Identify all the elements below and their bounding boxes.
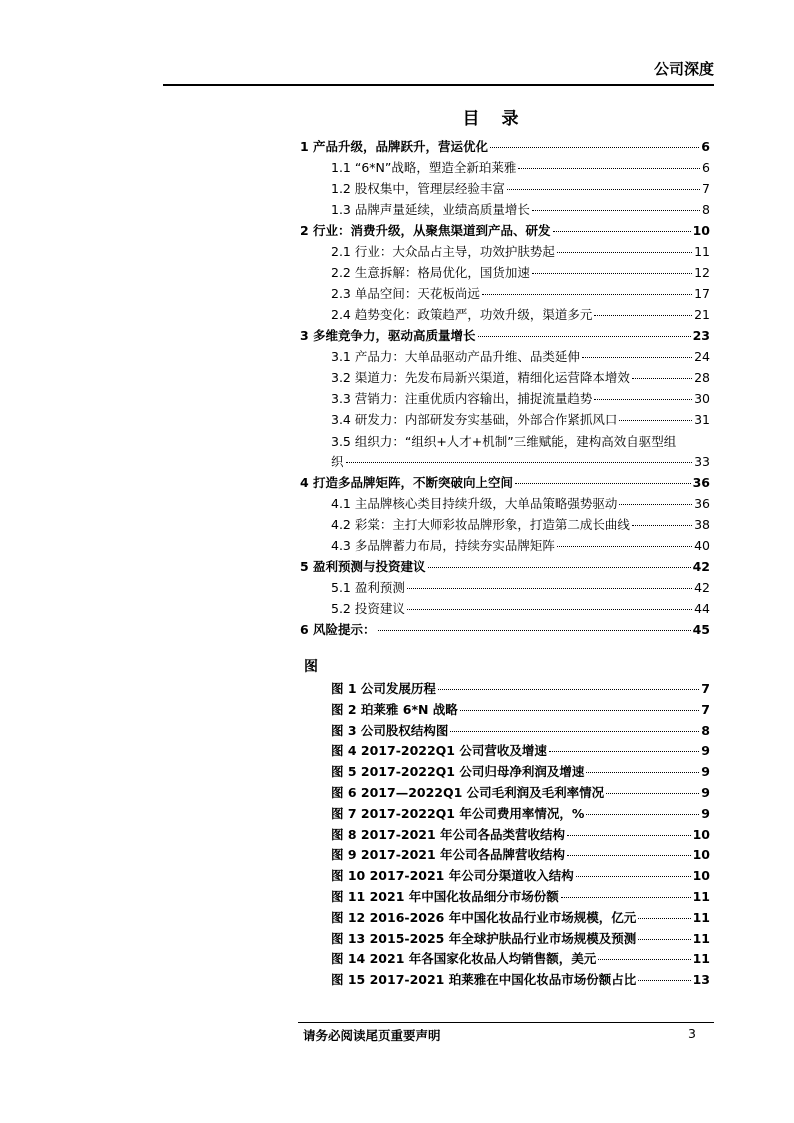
figure-entry-page: 9 [701, 764, 710, 780]
figure-entry[interactable] [331, 970, 710, 991]
figure-entry-title: 图 13 2015-2025 年全球护肤品行业市场规模及预测 [331, 930, 637, 946]
toc-entry[interactable] [300, 368, 710, 389]
toc-entry-page: 11 [694, 244, 710, 259]
figure-entry-title: 图 6 2017—2022Q1 公司毛利润及毛利率情况 [331, 784, 605, 800]
toc-entry-page: 42 [694, 580, 710, 595]
figure-entry-page: 9 [701, 784, 710, 800]
dot-leader [632, 525, 692, 526]
toc-entry-title: 2 行业：消费升级，从聚焦渠道到产品、研发 [300, 223, 551, 238]
toc-entry[interactable] [300, 515, 710, 536]
dot-leader [594, 315, 692, 316]
dot-leader [576, 876, 691, 877]
figure-list [331, 679, 710, 991]
figure-entry-title: 图 11 2021 年中国化妆品细分市场份额 [331, 888, 559, 904]
header-divider [163, 84, 714, 86]
figure-entry-title: 图 2 珀莱雅 6*N 战略 [331, 701, 458, 717]
figure-entry-title: 图 4 2017-2022Q1 公司营收及增速 [331, 743, 547, 759]
toc-entry-page: 38 [694, 517, 710, 532]
toc-entry-title: 5.1 盈利预测 [331, 580, 405, 595]
toc-entry-continuation[interactable] [331, 452, 710, 473]
figure-entry-title: 图 3 公司股权结构图 [331, 722, 449, 738]
dot-leader [478, 336, 691, 337]
toc-entry-page: 40 [694, 538, 710, 553]
figure-entry[interactable] [331, 762, 710, 783]
figure-entry[interactable] [331, 721, 710, 742]
dot-leader [450, 731, 699, 732]
dot-leader [561, 897, 691, 898]
toc-entry[interactable] [300, 599, 710, 620]
toc-entry-title: 1.2 股权集中，管理层经验丰富 [331, 181, 505, 196]
toc-entry-title: 2.4 趋势变化：政策趋严，功效升级，渠道多元 [331, 307, 593, 322]
toc-entry-page: 28 [694, 370, 710, 385]
toc-entry[interactable] [300, 284, 710, 305]
dot-leader [598, 959, 690, 960]
dot-leader [407, 588, 692, 589]
dot-leader [638, 918, 690, 919]
figure-entry-page: 10 [692, 868, 710, 884]
toc-entry[interactable] [300, 347, 710, 368]
figure-entry-title: 图 12 2016-2026 年中国化妆品行业市场规模，亿元 [331, 909, 637, 925]
toc-entry-page: 17 [694, 286, 710, 301]
figure-entry[interactable] [331, 679, 710, 700]
toc-entry-page: 21 [694, 307, 710, 322]
toc-entry[interactable] [300, 242, 710, 263]
figure-entry-page: 11 [692, 909, 710, 925]
toc-entry-title: 5 盈利预测与投资建议 [300, 559, 426, 574]
toc-entry-title: 1.1 “6*N”战略，塑造全新珀莱雅 [331, 160, 517, 175]
dot-leader [532, 210, 700, 211]
dot-leader [557, 252, 692, 253]
toc-entry-page: 8 [702, 202, 710, 217]
figure-entry-page: 13 [692, 972, 710, 988]
figure-list-heading: 图 [304, 659, 318, 675]
dot-leader [586, 814, 699, 815]
figure-entry-title: 图 14 2021 年各国家化妆品人均销售额，美元 [331, 951, 597, 967]
toc-entry[interactable] [300, 389, 710, 410]
toc-entry[interactable] [300, 200, 710, 221]
toc-entry-title: 3.1 产品力：大单品驱动产品升维、品类延伸 [331, 349, 580, 364]
toc-entry-continuation-page: 33 [694, 454, 710, 469]
toc-entry-title: 4.3 多品牌蓄力布局，持续夯实品牌矩阵 [331, 538, 555, 553]
figure-entry[interactable] [331, 804, 710, 825]
footer-divider [298, 1022, 714, 1023]
dot-leader [594, 399, 692, 400]
figure-entry[interactable] [331, 887, 710, 908]
toc-entry-page: 6 [701, 139, 710, 154]
figure-entry-title: 图 5 2017-2022Q1 公司归母净利润及增速 [331, 764, 585, 780]
document-category-label: 公司深度 [653, 60, 714, 78]
toc-entry-page: 23 [692, 328, 710, 343]
figure-entry-title: 图 8 2017-2021 年公司各品类营收结构 [331, 826, 566, 842]
figure-entry[interactable] [331, 700, 710, 721]
dot-leader [553, 231, 691, 232]
toc-entry-title: 2.2 生意拆解：格局优化，国货加速 [331, 265, 530, 280]
figure-entry[interactable] [331, 783, 710, 804]
dot-leader [549, 751, 699, 752]
dot-leader [619, 420, 692, 421]
figure-entry-page: 7 [701, 681, 710, 696]
dot-leader [638, 980, 690, 981]
figure-entry[interactable] [331, 845, 710, 866]
dot-leader [638, 939, 690, 940]
dot-leader [490, 147, 699, 148]
toc-entry[interactable] [300, 158, 710, 179]
dot-leader [619, 504, 692, 505]
figure-entry-title: 图 15 2017-2021 珀莱雅在中国化妆品市场份额占比 [331, 972, 637, 988]
toc-entry-title: 5.2 投资建议 [331, 601, 405, 616]
dot-leader [438, 689, 699, 690]
figure-entry[interactable] [331, 866, 710, 887]
dot-leader [460, 710, 699, 711]
toc-title: 目 录 [462, 109, 527, 129]
toc-entry-title: 3.4 研发力：内部研发夯实基础，外部合作紧抓风口 [331, 412, 618, 427]
figure-entry[interactable] [331, 929, 710, 950]
toc-entry-page: 31 [694, 412, 710, 427]
figure-entry-title: 图 9 2017-2021 年公司各品牌营收结构 [331, 847, 566, 863]
figure-entry-page: 10 [692, 847, 710, 863]
toc-entry[interactable] [300, 578, 710, 599]
figure-entry-page: 11 [692, 930, 710, 946]
toc-entry-page: 6 [702, 160, 710, 175]
dot-leader [532, 273, 692, 274]
toc-entry[interactable] [300, 620, 710, 641]
dot-leader [606, 793, 699, 794]
figure-entry-page: 8 [701, 722, 710, 738]
toc-entry-page: 12 [694, 265, 710, 280]
figure-entry-title: 图 1 公司发展历程 [331, 681, 436, 696]
toc-entry[interactable] [300, 473, 710, 494]
toc-entry[interactable] [300, 431, 710, 473]
dot-leader [407, 609, 692, 610]
table-of-contents [300, 137, 710, 641]
toc-entry[interactable] [300, 410, 710, 431]
toc-entry-title: 6 风险提示： [300, 622, 376, 637]
footer-disclaimer: 请务必阅读尾页重要声明 [303, 1028, 441, 1043]
toc-entry[interactable] [300, 263, 710, 284]
figure-entry-page: 9 [701, 805, 710, 821]
toc-entry[interactable] [300, 305, 710, 326]
toc-entry-title: 2.1 行业：大众品占主导，功效护肤势起 [331, 244, 555, 259]
toc-entry[interactable] [300, 221, 710, 242]
dot-leader [507, 189, 700, 190]
toc-entry[interactable] [300, 494, 710, 515]
figure-entry[interactable] [331, 741, 710, 762]
toc-entry-title: 1.3 品牌声量延续，业绩高质量增长 [331, 202, 530, 217]
figure-entry-page: 10 [692, 826, 710, 842]
dot-leader [378, 630, 691, 631]
dot-leader [346, 462, 693, 463]
toc-entry-title: 4 打造多品牌矩阵，不断突破向上空间 [300, 475, 514, 490]
figure-entry-title: 图 10 2017-2021 年公司分渠道收入结构 [331, 868, 574, 884]
figure-entry-page: 11 [692, 951, 710, 967]
page-number: 3 [688, 1026, 696, 1041]
dot-leader [586, 772, 699, 773]
toc-entry[interactable] [300, 179, 710, 200]
figure-entry[interactable] [331, 908, 710, 929]
figure-entry[interactable] [331, 825, 710, 846]
toc-entry-page: 36 [694, 496, 710, 511]
toc-entry-title: 3 多维竞争力，驱动高质量增长 [300, 328, 476, 343]
toc-entry-title: 3.2 渠道力：先发布局新兴渠道，精细化运营降本增效 [331, 370, 630, 385]
toc-entry-page: 24 [694, 349, 710, 364]
toc-entry-title: 4.2 彩棠：主打大师彩妆品牌形象，打造第二成长曲线 [331, 517, 630, 532]
toc-entry-page: 44 [694, 601, 710, 616]
toc-entry-page: 10 [692, 223, 710, 238]
figure-entry-page: 11 [692, 888, 710, 904]
dot-leader [567, 855, 691, 856]
dot-leader [518, 168, 700, 169]
toc-entry-continuation-title: 织 [331, 454, 344, 469]
toc-entry[interactable] [300, 137, 710, 158]
figure-entry[interactable] [331, 949, 710, 970]
toc-entry[interactable] [300, 326, 710, 347]
toc-entry-page: 42 [692, 559, 710, 574]
dot-leader [482, 294, 692, 295]
toc-entry-page: 36 [692, 475, 710, 490]
dot-leader [557, 546, 692, 547]
toc-entry[interactable] [300, 536, 710, 557]
toc-entry-page: 45 [692, 622, 710, 637]
dot-leader [632, 378, 692, 379]
figure-entry-page: 9 [701, 743, 710, 759]
toc-entry-title: 3.5 组织力：“组织+人才+机制”三维赋能，建构高效自驱型组 [331, 434, 677, 449]
dot-leader [515, 483, 691, 484]
dot-leader [582, 357, 692, 358]
toc-entry-title: 1 产品升级，品牌跃升，营运优化 [300, 139, 489, 154]
figure-entry-title: 图 7 2017-2022Q1 年公司费用率情况，% [331, 805, 585, 821]
toc-entry-title: 4.1 主品牌核心类目持续升级，大单品策略强势驱动 [331, 496, 618, 511]
toc-entry-title: 3.3 营销力：注重优质内容输出，捕捉流量趋势 [331, 391, 593, 406]
dot-leader [567, 835, 691, 836]
toc-entry[interactable] [300, 557, 710, 578]
figure-entry-page: 7 [701, 701, 710, 717]
toc-entry-page: 30 [694, 391, 710, 406]
toc-entry-title: 2.3 单品空间：天花板尚远 [331, 286, 480, 301]
dot-leader [428, 567, 691, 568]
toc-entry-page: 7 [702, 181, 710, 196]
